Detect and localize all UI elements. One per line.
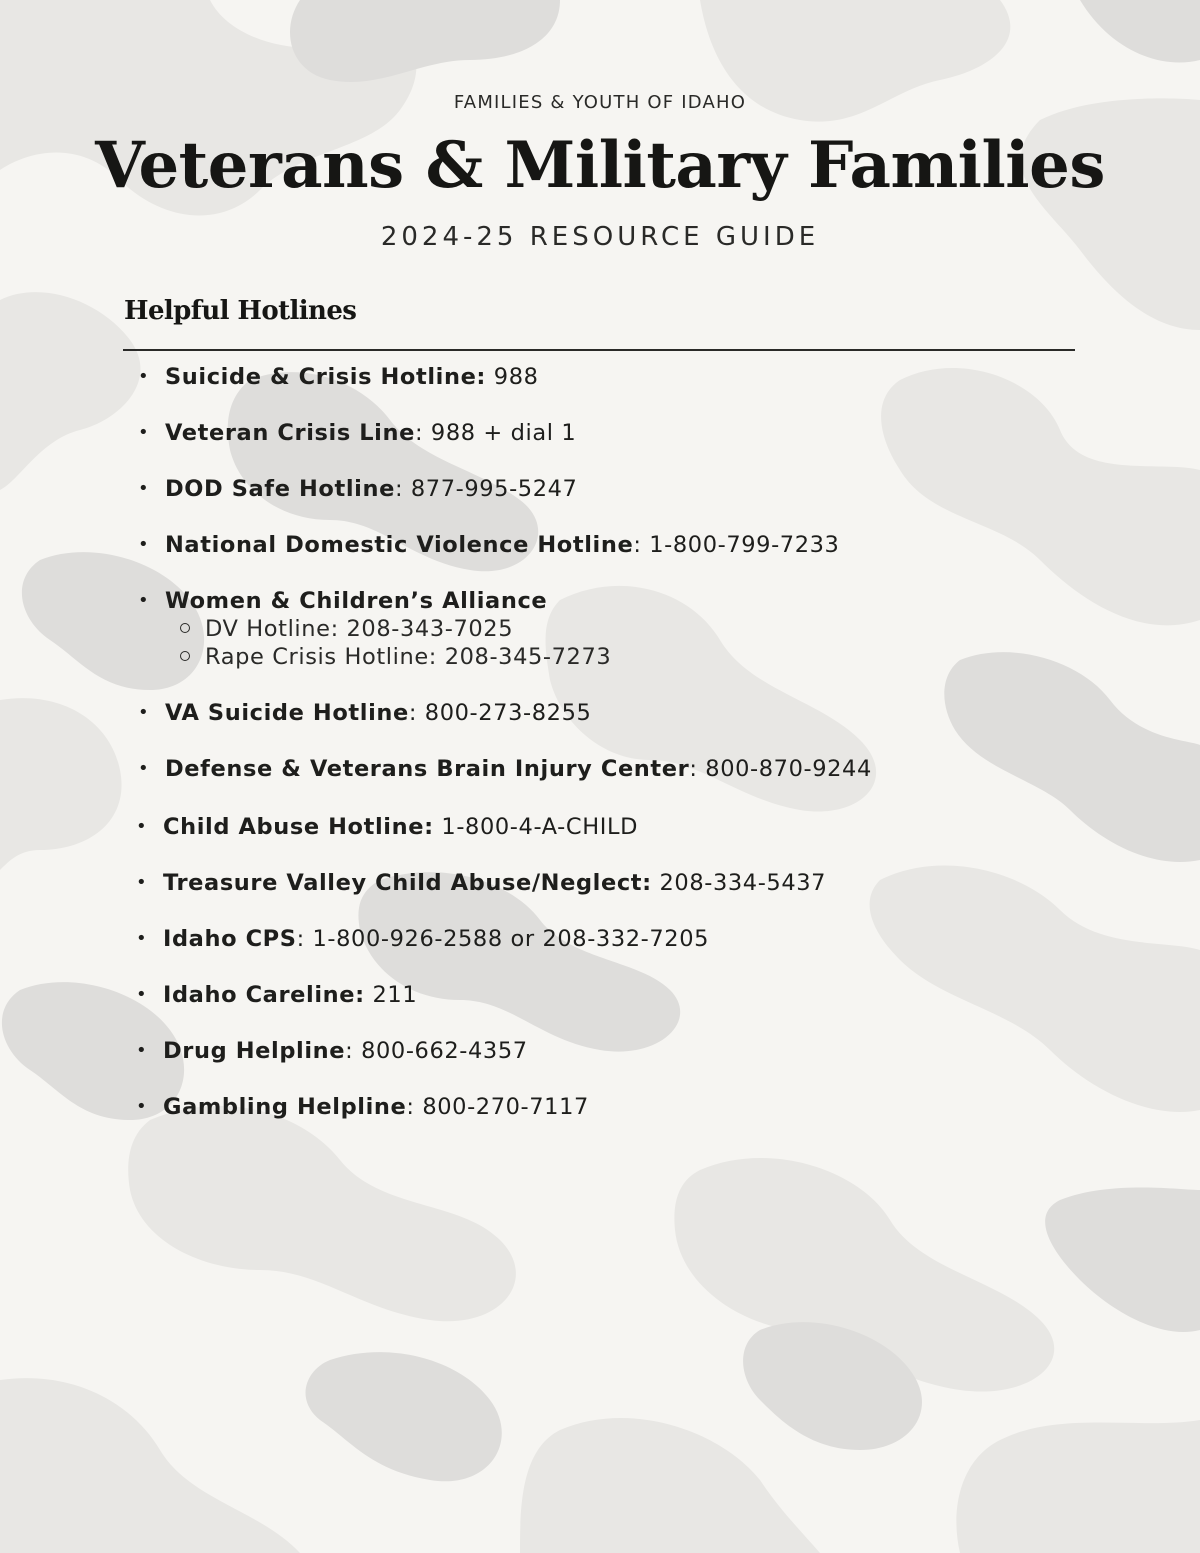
hotline-label: Defense & Veterans Brain Injury Center bbox=[165, 756, 690, 782]
bullet-icon: • bbox=[136, 872, 148, 893]
hotline-item bbox=[136, 869, 826, 897]
hotline-item bbox=[136, 925, 709, 953]
hotline-label: Women & Children’s Alliance bbox=[165, 588, 548, 614]
hotline-item bbox=[138, 475, 577, 503]
hotline-value: 208-334-5437 bbox=[651, 870, 827, 896]
hotline-label: DOD Safe Hotline bbox=[165, 476, 395, 502]
section-divider bbox=[123, 349, 1075, 351]
hotline-item bbox=[136, 1093, 589, 1121]
hotline-item bbox=[138, 419, 576, 447]
page-title: Veterans & Military Families bbox=[95, 128, 1105, 203]
hotline-label: Treasure Valley Child Abuse/Neglect: bbox=[163, 870, 652, 896]
bullet-icon: • bbox=[136, 816, 148, 837]
section-heading: Helpful Hotlines bbox=[124, 296, 357, 326]
hotline-value: 211 bbox=[364, 982, 418, 1008]
bullet-icon: • bbox=[138, 422, 150, 443]
organization-name: FAMILIES & YOUTH OF IDAHO bbox=[453, 92, 747, 113]
circle-bullet-icon bbox=[180, 651, 190, 661]
bullet-icon: • bbox=[136, 1040, 148, 1061]
hotline-value: : 800-273-8255 bbox=[408, 700, 592, 726]
hotline-value: 988 bbox=[486, 364, 539, 390]
hotline-item bbox=[136, 981, 417, 1009]
hotline-value: : 877-995-5247 bbox=[394, 476, 578, 502]
bullet-icon: • bbox=[138, 758, 150, 779]
hotline-label: Suicide & Crisis Hotline: bbox=[165, 364, 487, 390]
bullet-icon: • bbox=[138, 366, 150, 387]
hotline-label: Idaho Careline: bbox=[163, 982, 365, 1008]
hotline-item bbox=[138, 755, 872, 783]
hotline-value: : 800-662-4357 bbox=[345, 1038, 528, 1064]
hotline-value: : 1-800-926-2588 or 208-332-7205 bbox=[296, 926, 710, 952]
hotline-value: : 1-800-799-7233 bbox=[633, 532, 840, 558]
hotline-item bbox=[138, 363, 539, 391]
hotline-item bbox=[138, 699, 591, 727]
hotline-label: Veteran Crisis Line bbox=[165, 420, 415, 446]
bullet-icon: • bbox=[136, 928, 148, 949]
page-subtitle: 2024-25 RESOURCE GUIDE bbox=[380, 222, 820, 252]
hotline-value: : 988 + dial 1 bbox=[414, 420, 577, 446]
hotline-label: National Domestic Violence Hotline bbox=[165, 532, 634, 558]
hotline-value: 1-800-4-A-CHILD bbox=[433, 814, 639, 840]
bullet-icon: • bbox=[136, 1096, 148, 1117]
hotline-subitem bbox=[180, 643, 611, 671]
bullet-icon: • bbox=[138, 702, 150, 723]
hotline-subitem-text: DV Hotline: 208-343-7025 bbox=[205, 616, 514, 642]
bullet-icon: • bbox=[138, 590, 150, 611]
circle-bullet-icon bbox=[180, 623, 190, 633]
hotline-value: : 800-870-9244 bbox=[689, 756, 872, 782]
hotline-label: Gambling Helpline bbox=[163, 1094, 407, 1120]
hotline-item bbox=[136, 1037, 528, 1065]
hotline-label: Drug Helpline bbox=[163, 1038, 346, 1064]
bullet-icon: • bbox=[138, 478, 150, 499]
hotline-label: Child Abuse Hotline: bbox=[163, 814, 434, 840]
hotline-item bbox=[138, 531, 839, 559]
bullet-icon: • bbox=[136, 984, 148, 1005]
hotline-item bbox=[138, 587, 547, 615]
hotline-value: : 800-270-7117 bbox=[406, 1094, 589, 1120]
hotline-subitem-text: Rape Crisis Hotline: 208-345-7273 bbox=[205, 644, 612, 670]
bullet-icon: • bbox=[138, 534, 150, 555]
hotline-item bbox=[136, 813, 638, 841]
hotline-subitem bbox=[180, 615, 513, 643]
hotline-label: Idaho CPS bbox=[163, 926, 297, 952]
hotline-label: VA Suicide Hotline bbox=[165, 700, 409, 726]
